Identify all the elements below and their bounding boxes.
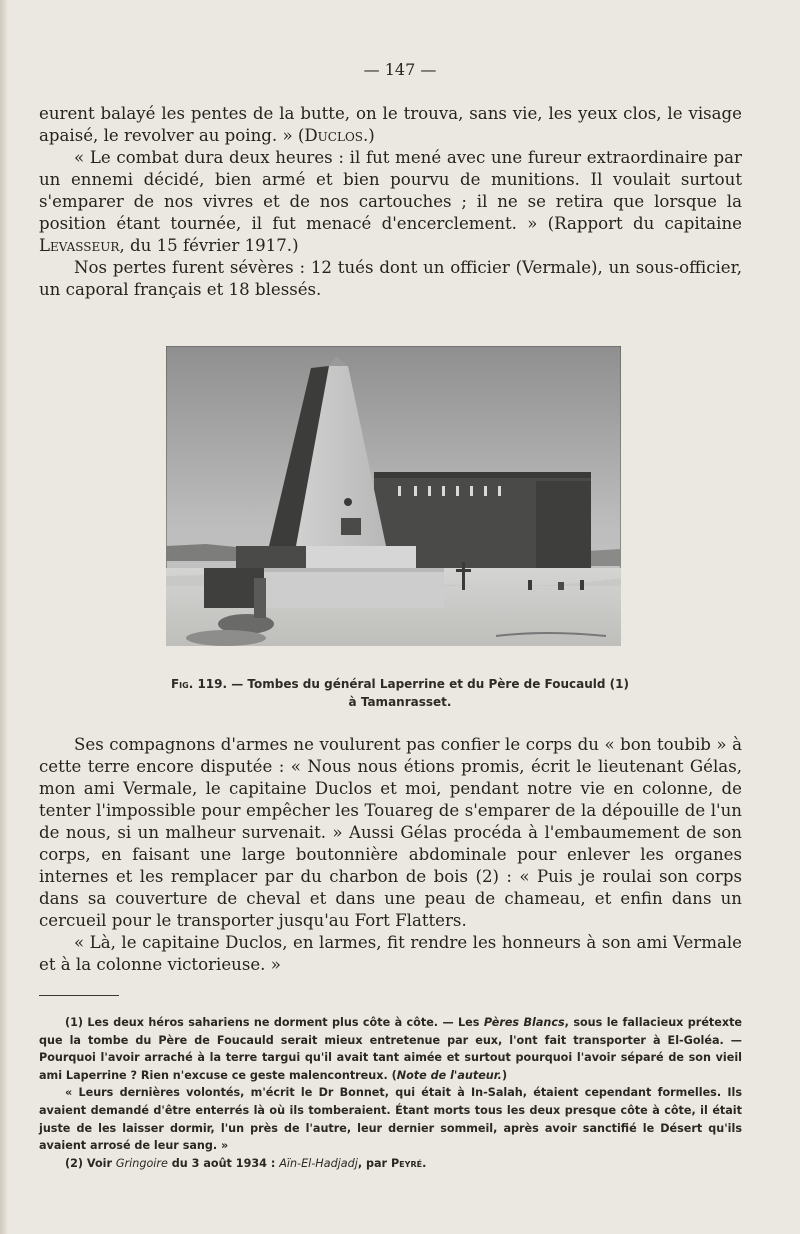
footnote-2: (2) Voir Gringoire du 3 août 1934 : Aïn-El-Hadjadj, par Peyré. bbox=[65, 1156, 427, 1170]
figure-caption bbox=[160, 675, 640, 711]
footnote-1: (1) Les deux héros sahariens ne dorment plus côte à côte. — Les Pères Blancs, sous le fallacieux prétexte que la tombe du Père de Foucauld serait mieux entretenue par eux, l'ont fait transporter à El-Goléa. — Pourquoi l'avoir arraché à la terre targui qu'il avait tant aimée et surtout pourquoi l'avoir séparé de son vieil ami Laperrine ? Rien n'excuse ce geste malencontreux. (Note de l'auteur.) bbox=[39, 1016, 742, 1082]
footnote-1-quote: « Leurs dernières volontés, m'écrit le Dr Bonnet, qui était à In-Salah, étaient cependant formelles. Ils avaient demandé d'être enterrés là où ils tomberaient. Étant morts tous les deux presque côte à côte, il était juste de les laisser dormir, l'un près de l'autre, leur dernier sommeil, après avoir sanctifié le Désert qu'ils avaient arrosé de leur sang. » bbox=[39, 1086, 742, 1153]
footnote-rule bbox=[39, 995, 119, 996]
body-text-top bbox=[39, 103, 742, 301]
page-spine-shadow bbox=[0, 0, 7, 1234]
paragraph: Nos pertes furent sévères : 12 tués dont un officier (Vermale), un sous-officier, un caporal français et 18 blessés. bbox=[39, 258, 742, 299]
author-name: Duclos bbox=[304, 126, 364, 145]
figure-label: Fig. 119. bbox=[170, 677, 228, 691]
caption-line: à Tamanrasset. bbox=[348, 695, 452, 709]
tomb-photo bbox=[166, 346, 621, 646]
paragraph: « Le combat dura deux heures : il fut mené avec une fureur extraordinaire par un ennemi décidé, bien armé et bien pourvu de munitions. Il voulait surtout s'emparer de nos vivres et de nos cartouches ; il ne se retira que lorsque la position étant tournée, il fut menacé d'encerclement. » (Rapport du capitaine Levasseur, du 15 février 1917.) bbox=[39, 148, 742, 255]
body-text-bottom bbox=[39, 734, 742, 976]
page-number: — 147 — bbox=[363, 60, 437, 79]
paragraph: Ses compagnons d'armes ne voulurent pas confier le corps du « bon toubib » à cette terre encore disputée : « Nous nous étions promis, écrit le lieutenant Gélas, mon ami Vermale, le capitaine Duclos et moi, pendant notre vie en colonne, de tenter l'impossible pour empêcher les Touareg de s'emparer de la dépouille de l'un de nous, si un malheur survenait. » Aussi Gélas procéda à l'embaumement de son corps, en faisant une large boutonnière abdominale pour enlever les organes internes et les remplacer par du charbon de bois (2) : « Puis je roulai son corps dans sa couverture de cheval et dans une peau de chameau, et enfin dans un cercueil pour le transporter jusqu'au Fort Flatters. bbox=[39, 735, 742, 930]
figure-photograph bbox=[166, 346, 621, 646]
footnotes bbox=[39, 1014, 742, 1172]
paragraph: eurent balayé les pentes de la butte, on le trouva, sans vie, les yeux clos, le visage apaisé, le revolver au poing. » (Duclos.) bbox=[39, 104, 742, 145]
author-name: Levasseur bbox=[39, 236, 120, 255]
caption-line: Fig. 119. — Tombes du général Laperrine et du Père de Foucauld (1) bbox=[170, 677, 630, 691]
paragraph: « Là, le capitaine Duclos, en larmes, fit rendre les honneurs à son ami Vermale et à la colonne victorieuse. » bbox=[39, 933, 742, 974]
